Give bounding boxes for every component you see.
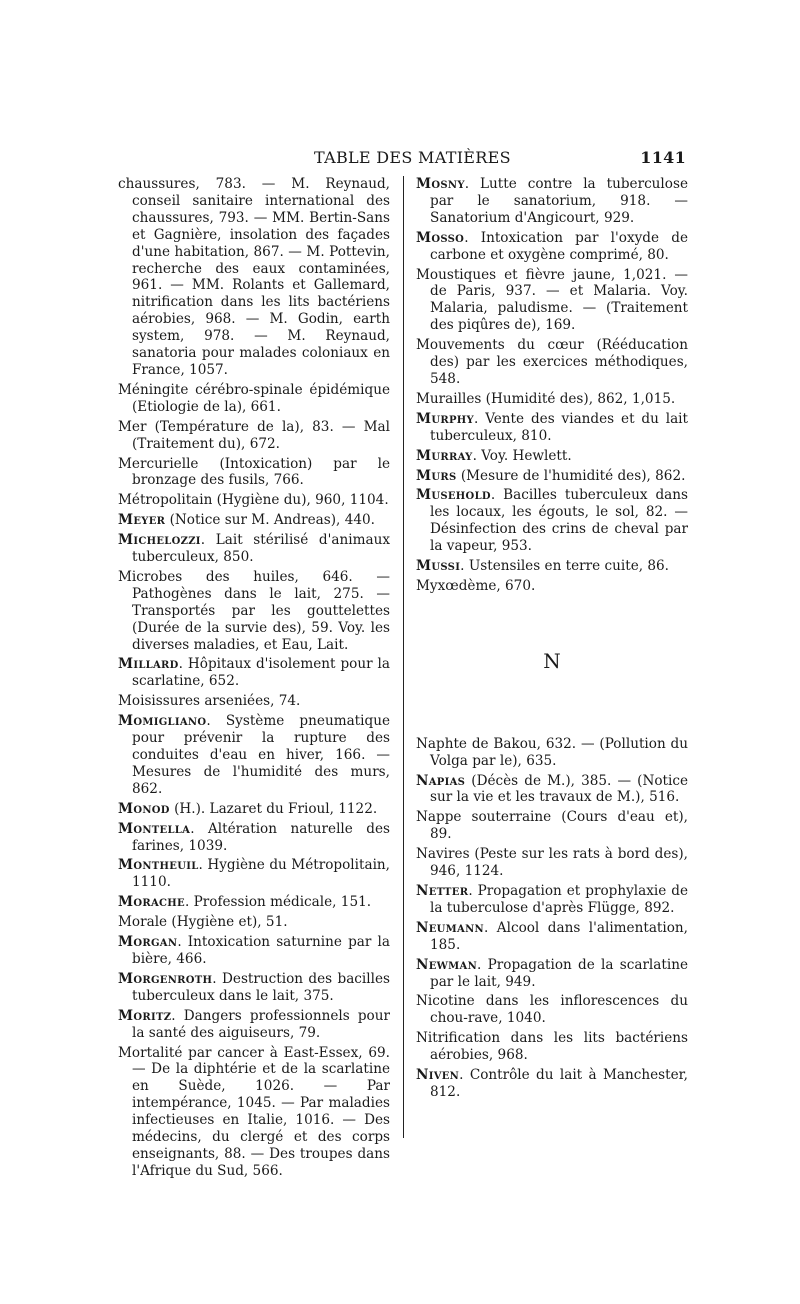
- entry-text: Moisissures arseniées, 74.: [118, 693, 301, 710]
- index-entry: [118, 821, 390, 855]
- index-entry: [416, 468, 688, 485]
- index-entry: [416, 391, 688, 408]
- index-entry: [118, 971, 390, 1005]
- index-entry: [416, 337, 688, 388]
- entry-author: Morache: [118, 894, 185, 911]
- index-entry: [118, 934, 390, 968]
- entry-author: Newman: [416, 956, 478, 973]
- index-entry: [118, 492, 390, 509]
- entry-author: Murphy: [416, 410, 474, 427]
- index-entry: [118, 914, 390, 931]
- entry-author: Neumann: [416, 919, 484, 936]
- entry-text: Mer (Température de la), 83. — Mal (Traitement du), 672.: [118, 418, 390, 452]
- entry-text: Nappe souterraine (Cours d'eau et), 89.: [416, 809, 688, 843]
- index-entry: [416, 176, 688, 227]
- entry-text: . Destruction des bacilles tuberculeux dans le lait, 375.: [132, 970, 390, 1004]
- index-entry: [416, 578, 688, 595]
- entry-author: Mussi: [416, 558, 461, 575]
- right-column: [416, 176, 688, 1104]
- entry-text: (Décès de M.), 385. — (Notice sur la vie et les travaux de M.), 516.: [430, 772, 688, 806]
- entry-author: Moritz: [118, 1007, 172, 1024]
- entry-author: Montheuil: [118, 857, 199, 874]
- entry-text: Microbes des huiles, 646. — Pathogènes dans le lait, 275. — Transportés par les gouttelettes (Durée de la survie des), 59. Voy. les diverses maladies, et Eau, Lait.: [118, 568, 390, 653]
- index-entry: [118, 512, 390, 529]
- entry-text: (Notice sur M. Andreas), 440.: [165, 512, 375, 529]
- index-entry: [416, 920, 688, 954]
- entry-text: Moustiques et fièvre jaune, 1,021. — de Paris, 937. — et Malaria. Voy. Malaria, paludisme. — (Traitement des piqûres de), 169.: [416, 266, 688, 334]
- index-entry: [118, 382, 390, 416]
- index-entry: [416, 558, 688, 575]
- entry-author: Momigliano: [118, 713, 207, 730]
- entry-text: . Intoxication par l'oxyde de carbone et oxygène comprimé, 80.: [430, 229, 688, 263]
- page-header: [118, 148, 686, 172]
- index-entry: [416, 1067, 688, 1101]
- index-entry: [118, 1045, 390, 1180]
- entry-text: Nicotine dans les inflorescences du chou-rave, 1040.: [416, 993, 688, 1027]
- entry-text: . Profession médicale, 151.: [184, 894, 372, 911]
- entry-text: . Système pneumatique pour prévenir la rupture des conduites d'eau en hiver, 166. — Mesures de l'humidité des murs, 862.: [132, 713, 390, 797]
- entry-text: Mouvements du cœur (Rééducation des) par les exercices méthodiques, 548.: [416, 337, 688, 387]
- section-letter: N: [543, 648, 561, 673]
- entry-text: Murailles (Humidité des), 862, 1,015.: [416, 390, 676, 407]
- entry-text: . Propagation et prophylaxie de la tuberculose d'après Flügge, 892.: [430, 883, 688, 916]
- entry-text: Mercurielle (Intoxication) par le bronzage des fusils, 766.: [118, 455, 390, 489]
- entry-author: Morgenroth: [118, 970, 213, 987]
- entry-text: (H.). Lazaret du Frioul, 1122.: [169, 800, 378, 817]
- index-entry: [118, 456, 390, 490]
- entry-author: Murs: [416, 467, 457, 484]
- right-column-top: [416, 176, 688, 595]
- entry-author: Mosso: [416, 229, 465, 246]
- entry-text: Myxœdème, 670.: [416, 577, 536, 594]
- entry-text: . Bacilles tuberculeux dans les locaux, les égouts, le sol, 82. — Désinfection des crins de cheval par la vapeur, 953.: [430, 487, 688, 555]
- index-entry: [118, 176, 390, 379]
- index-entry: [118, 693, 390, 710]
- entry-author: Mosny: [416, 176, 465, 192]
- entry-author: Murray: [416, 447, 473, 464]
- entry-text: . Voy. Hewlett.: [472, 447, 572, 464]
- entry-text: . Vente des viandes et du lait tuberculeux, 810.: [430, 410, 688, 444]
- entry-author: Montella: [118, 820, 191, 837]
- page-number: 1141: [640, 148, 686, 167]
- index-entry: [118, 801, 390, 818]
- entry-author: Meyer: [118, 512, 166, 529]
- index-entry: [416, 411, 688, 445]
- index-entry: [416, 846, 688, 880]
- index-entry: [416, 993, 688, 1027]
- entry-text: . Hôpitaux d'isolement pour la scarlatine, 652.: [132, 656, 390, 690]
- index-entry: [118, 569, 390, 654]
- running-title: TABLE DES MATIÈRES: [314, 148, 511, 167]
- entry-text: Mortalité par cancer à East-Essex, 69. — De la diphtérie et de la scarlatine en Suède, 1026. — Par intempérance, 1045. — Par maladies infectieuses en Italie, 1016. — Des médecins, du clergé et des corps enseignants, 88. — Des troupes dans l'Afrique du Sud, 566.: [118, 1044, 390, 1179]
- index-entry: [416, 230, 688, 264]
- entry-text: . Altération naturelle des farines, 1039.: [132, 820, 390, 854]
- index-entry: [416, 809, 688, 843]
- index-entry: [118, 713, 390, 798]
- entry-author: Netter: [416, 883, 469, 899]
- index-entry: [416, 773, 688, 807]
- entry-text: Navires (Peste sur les rats à bord des), 946, 1124.: [416, 846, 688, 880]
- entry-text: . Lait stérilisé d'animaux tuberculeux, 850.: [132, 532, 390, 566]
- index-entry: [416, 448, 688, 465]
- entry-author: Morgan: [118, 934, 178, 951]
- right-column-bottom: [416, 736, 688, 1101]
- entry-text: Nitrification dans les lits bactériens aérobies, 968.: [416, 1030, 688, 1064]
- entry-author: Napias: [416, 772, 466, 789]
- entry-text: Métropolitain (Hygiène du), 960, 1104.: [118, 492, 389, 509]
- entry-text: . Alcool dans l'alimentation, 185.: [430, 919, 688, 953]
- column-divider: [403, 176, 404, 1138]
- index-entry: [118, 857, 390, 891]
- index-entry: [416, 883, 688, 917]
- entry-author: Monod: [118, 800, 170, 817]
- entry-text: . Ustensiles en terre cuite, 86.: [460, 558, 669, 575]
- index-entry: [416, 1030, 688, 1064]
- index-entry: [118, 419, 390, 453]
- index-entry: [416, 487, 688, 555]
- entry-text: . Intoxication saturnine par la bière, 466.: [132, 934, 390, 967]
- entry-text: Méningite cérébro-spinale épidémique (Etiologie de la), 661.: [118, 381, 390, 415]
- index-entry: [118, 894, 390, 911]
- entry-text: Morale (Hygiène et), 51.: [118, 914, 288, 931]
- entry-text: Naphte de Bakou, 632. — (Pollution du Volga par le), 635.: [416, 735, 688, 769]
- entry-author: Millard: [118, 656, 179, 673]
- entry-author: Musehold: [416, 487, 491, 504]
- index-entry: [118, 656, 390, 690]
- left-column: [118, 176, 390, 1183]
- entry-text: (Mesure de l'humidité des), 862.: [456, 467, 686, 484]
- index-entry: [416, 736, 688, 770]
- index-entry: [118, 532, 390, 566]
- entry-author: Michelozzi: [118, 532, 201, 549]
- entry-text: chaussures, 783. — M. Reynaud, conseil sanitaire international des chaussures, 793. — MM. Bertin-Sans et Gagnière, insolation des façades d'une habitation, 867. — M. Pottevin, recherche des eaux contaminées, 961. — MM. Rolants et Gallemard, nitrification dans les lits bactériens aérobies, 968. — M. Godin, earth system, 978. — M. Reynaud, sanatoria pour malades coloniaux en France, 1057.: [118, 176, 390, 378]
- index-entry: [416, 267, 688, 335]
- index-entry: [118, 1008, 390, 1042]
- entry-text: . Dangers professionnels pour la santé des aiguiseurs, 79.: [132, 1007, 390, 1041]
- entry-text: . Lutte contre la tuberculose par le sanatorium, 918. — Sanatorium d'Angicourt, 929.: [430, 176, 688, 226]
- entry-author: Niven: [416, 1067, 460, 1084]
- index-entry: [416, 957, 688, 991]
- entry-text: . Propagation de la scarlatine par le lait, 949.: [430, 956, 688, 990]
- entry-text: . Contrôle du lait à Manchester, 812.: [430, 1067, 688, 1100]
- entry-text: . Hygiène du Métropolitain, 1110.: [132, 857, 390, 891]
